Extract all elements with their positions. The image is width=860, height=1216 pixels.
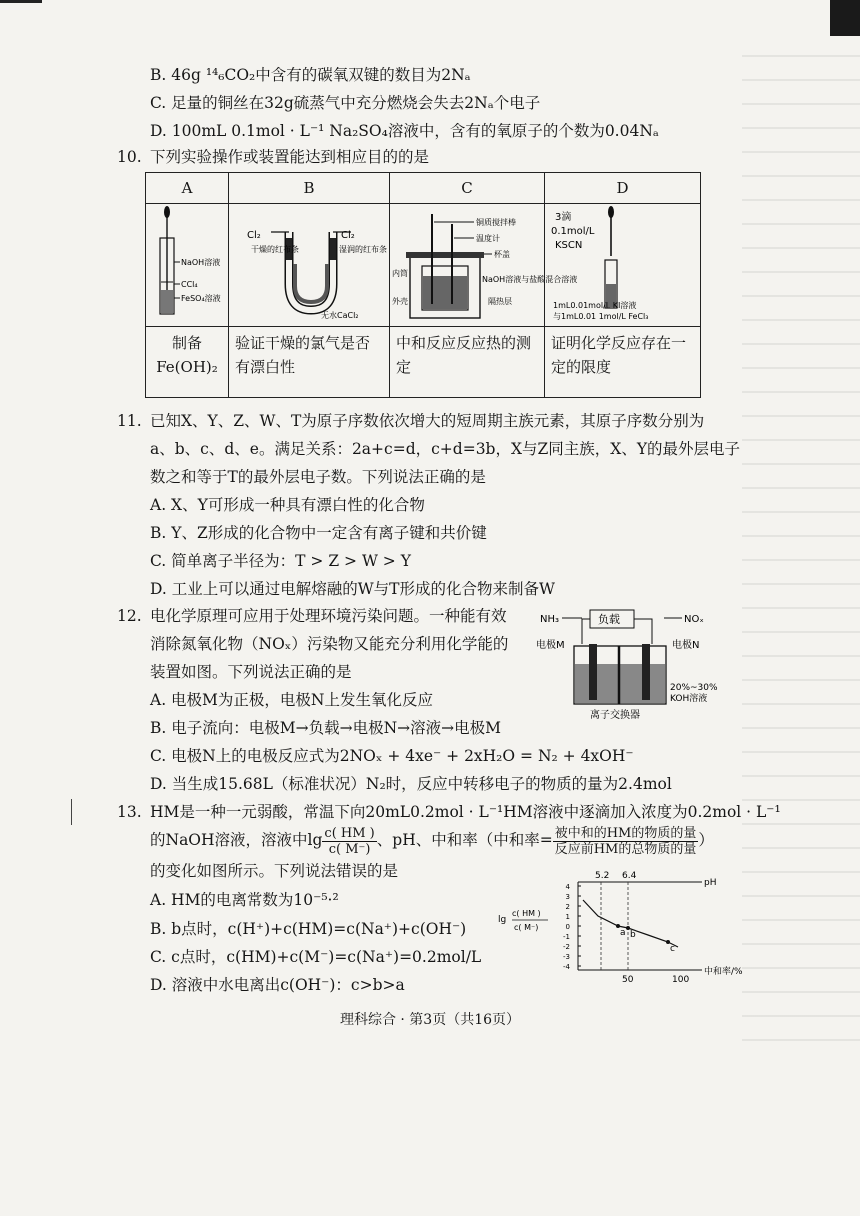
q12-cell-diagram [532, 606, 718, 726]
chart-xlabel: 中和率/% [704, 967, 743, 977]
label-kscn: KSCN [555, 240, 583, 251]
label-outer-shell: 外壳 [392, 297, 408, 306]
fig-koh-conc: 20%~30% [670, 683, 718, 693]
scan-corner-mark [830, 0, 860, 36]
label-lid: 杯盖 [494, 250, 510, 259]
q10-apparatus-table [145, 172, 701, 398]
chart-y-tick-label: -3 [563, 953, 570, 961]
wire-right [634, 619, 652, 644]
page-footer: 理科综合 · 第3页（共16页） [339, 1012, 521, 1028]
margin-mark [71, 799, 72, 825]
kscn-test-diagram [545, 204, 700, 322]
chart-point-label-a: a [620, 928, 626, 938]
q13-stem-line2a: 的NaOH溶液，溶液中lg [150, 831, 323, 849]
q11-option-a: A. X、Y可形成一种具有漂白性的化合物 [150, 496, 425, 514]
feso4-layer [161, 290, 173, 313]
label-ccl4: CCl₄ [181, 280, 198, 289]
apparatus-b [229, 204, 390, 327]
apparatus-d [545, 204, 701, 327]
purpose-c: 中和反应反应热的测定 [390, 327, 545, 398]
chart-ylabel-num: c( HM ) [512, 909, 541, 918]
q13-chart [496, 866, 743, 986]
q13-stem-line2 [150, 820, 714, 860]
label-concentration: 0.1mol/L [551, 226, 595, 237]
chart-point-label-b: b [630, 930, 636, 940]
chart-x-tick-label: 100 [672, 975, 690, 985]
chart-ylabel-lg: lg [498, 915, 507, 925]
purpose-a: 制备Fe(OH)₂ [146, 327, 229, 398]
electrode-n [642, 644, 650, 700]
chart-y-tick-label: -4 [563, 963, 570, 971]
label-wet-cloth: 湿润的红布条 [339, 245, 387, 254]
q12-option-a: A. 电极M为正极，电极N上发生氧化反应 [150, 691, 433, 709]
chart-y-tick-label: 4 [565, 883, 570, 891]
cacl2-fill [295, 264, 327, 302]
col-header-d: D [545, 173, 701, 204]
purpose-d: 证明化学反应存在一定的限度 [545, 327, 701, 398]
rate-denominator: 反应前HM的总物质的量 [554, 841, 697, 857]
label-stirrer: 铜质搅拌棒 [476, 218, 516, 227]
q11-stem-line1: 已知X、Y、Z、W、T为原子序数依次增大的短周期主族元素，其原子序数分别为 [150, 412, 705, 430]
scan-edge-strip [0, 0, 42, 3]
chart-marks [583, 900, 678, 954]
electrode-m [589, 644, 597, 700]
label-insulation: 隔热层 [488, 297, 512, 306]
test-tube-dropper-diagram [146, 204, 228, 322]
chart-y-tick-label: 3 [565, 893, 570, 901]
chart-y-tick-label: 1 [565, 913, 570, 921]
fig-membrane-label: 离子交换器 [590, 710, 640, 721]
wet-cloth-strip [330, 238, 336, 260]
fig-nh3: NH₃ [540, 614, 560, 625]
neutralization-rate-fraction [553, 826, 699, 857]
chart-axes [563, 871, 743, 985]
chart-top-tick-label: 5.2 [595, 871, 610, 881]
label-cl2-in: Cl₂ [247, 230, 261, 241]
q10-stem: 下列实验操作或装置能达到相应目的的是 [150, 148, 430, 166]
fig-electrode-n: 电极N [672, 640, 700, 651]
q9-option-b: B. 46g ¹⁴₆CO₂中含有的碳氧双键的数目为2Nₐ [150, 66, 471, 84]
mixed-solution [423, 276, 467, 309]
rate-numerator: 被中和的HM的物质的量 [554, 825, 697, 841]
label-cl2-out: Cl₂ [341, 230, 355, 241]
fig-electrode-m: 电极M [536, 640, 565, 651]
label-ki: 1mL0.01mol/L KI溶液 [553, 301, 637, 310]
label-cacl2: 无水CaCl₂ [321, 311, 359, 320]
q12-option-c: C. 电极N上的电极反应式为2NOₓ + 4xe⁻ + 2xH₂O = N₂ + 4xOH⁻ [150, 747, 634, 765]
col-header-a: A [146, 173, 229, 204]
q13-option-c: C. c点时，c(HM)+c(M⁻)=c(Na⁺)=0.2mol/L [150, 948, 482, 966]
fig-nox: NOₓ [684, 614, 704, 625]
q13-number: 13. [117, 803, 142, 821]
q13-stem-line1: HM是一种一元弱酸，常温下向20mL0.2mol · L⁻¹HM溶液中逐滴加入浓度为0.2mol · L⁻¹ [150, 803, 781, 821]
chart-ylabel-den: c( M⁻) [514, 923, 539, 932]
q12-stem-line2: 消除氮氧化物（NOₓ）污染物又能充分利用化学能的 [150, 635, 509, 653]
q13-option-d: D. 溶液中水电离出c(OH⁻)：c>b>a [150, 976, 405, 994]
fig-koh: KOH溶液 [670, 694, 708, 704]
q9-option-c: C. 足量的铜丝在32g硫蒸气中充分燃烧会失去2Nₐ个电子 [150, 94, 541, 112]
lg-ratio-denominator: c( M⁻) [328, 841, 371, 857]
dropper-bulb-d [608, 206, 614, 218]
chart-top-tick-label: 6.4 [622, 871, 637, 881]
label-dry-cloth: 干燥的红布条 [251, 245, 299, 254]
chart-y-tick-label: 0 [565, 923, 570, 931]
q13-stem-line2b: 、pH、中和率（中和率= [376, 831, 553, 849]
lg-ratio-fraction [322, 826, 376, 857]
q9-option-d: D. 100mL 0.1mol · L⁻¹ Na₂SO₄溶液中，含有的氧原子的个数为0.04Nₐ [150, 122, 659, 140]
chart-point-label-c: c [670, 944, 675, 954]
label-inner-cup: 内筒 [392, 269, 408, 278]
cup-lid [406, 252, 484, 258]
label-fecl3: 与1mL0.01 1mol/L FeCl₃ [553, 312, 649, 321]
q12-option-b: B. 电子流向：电极M→负载→电极N→溶液→电极M [150, 719, 501, 737]
q13-stem-line3: 的变化如图所示。下列说法错误的是 [150, 862, 399, 880]
col-header-c: C [390, 173, 545, 204]
chart-y-tick-label: -1 [563, 933, 570, 941]
wire-left [582, 619, 590, 644]
q11-number: 11. [117, 412, 142, 430]
q13-stem-line2c: ） [698, 831, 714, 849]
label-mixture: NaOH溶液与盐酸混合溶液 [482, 275, 578, 284]
q12-stem-line3: 装置如图。下列说法正确的是 [150, 663, 352, 681]
label-naoh: NaOH溶液 [181, 258, 221, 267]
bleed-through-shadow [742, 55, 860, 1055]
q12-option-d: D. 当生成15.68L（标准状况）N₂时，反应中转移电子的物质的量为2.4mol [150, 775, 672, 793]
u-tube-diagram [229, 204, 389, 322]
chart-y-tick-label: 2 [565, 903, 570, 911]
q12-stem-line1: 电化学原理可应用于处理环境污染问题。一种能有效 [150, 607, 507, 625]
q10-number: 10. [117, 148, 142, 166]
label-feso4: FeSO₄溶液 [181, 294, 221, 303]
q12-number: 12. [117, 607, 142, 625]
label-3-drops: 3滴 [555, 212, 572, 223]
dropper-bulb [164, 206, 170, 218]
chart-x-tick-label: 50 [622, 975, 634, 985]
label-thermometer: 温度计 [476, 234, 500, 243]
q13-option-a: A. HM的电离常数为10⁻⁵·² [150, 891, 339, 909]
chart-top-label: pH [704, 878, 717, 888]
q11-option-b: B. Y、Z形成的化合物中一定含有离子键和共价键 [150, 524, 487, 542]
q11-option-c: C. 简单离子半径为：T > Z > W > Y [150, 552, 411, 570]
purpose-b: 验证干燥的氯气是否有漂白性 [229, 327, 390, 398]
apparatus-a [146, 204, 229, 327]
chart-y-tick-label: -2 [563, 943, 570, 951]
q11-option-d: D. 工业上可以通过电解熔融的W与T形成的化合物来制备W [150, 580, 555, 598]
fig-load: 负载 [598, 613, 620, 626]
q11-stem-line2: a、b、c、d、e。满足关系：2a+c=d，c+d=3b，X与Z同主族，X、Y的最外层电子 [150, 440, 741, 458]
lg-ratio-numerator: c( HM ) [324, 825, 375, 841]
col-header-b: B [229, 173, 390, 204]
q13-option-b: B. b点时，c(H⁺)+c(HM)=c(Na⁺)+c(OH⁻) [150, 920, 467, 938]
q11-stem-line3: 数之和等于T的最外层电子数。下列说法正确的是 [150, 468, 486, 486]
